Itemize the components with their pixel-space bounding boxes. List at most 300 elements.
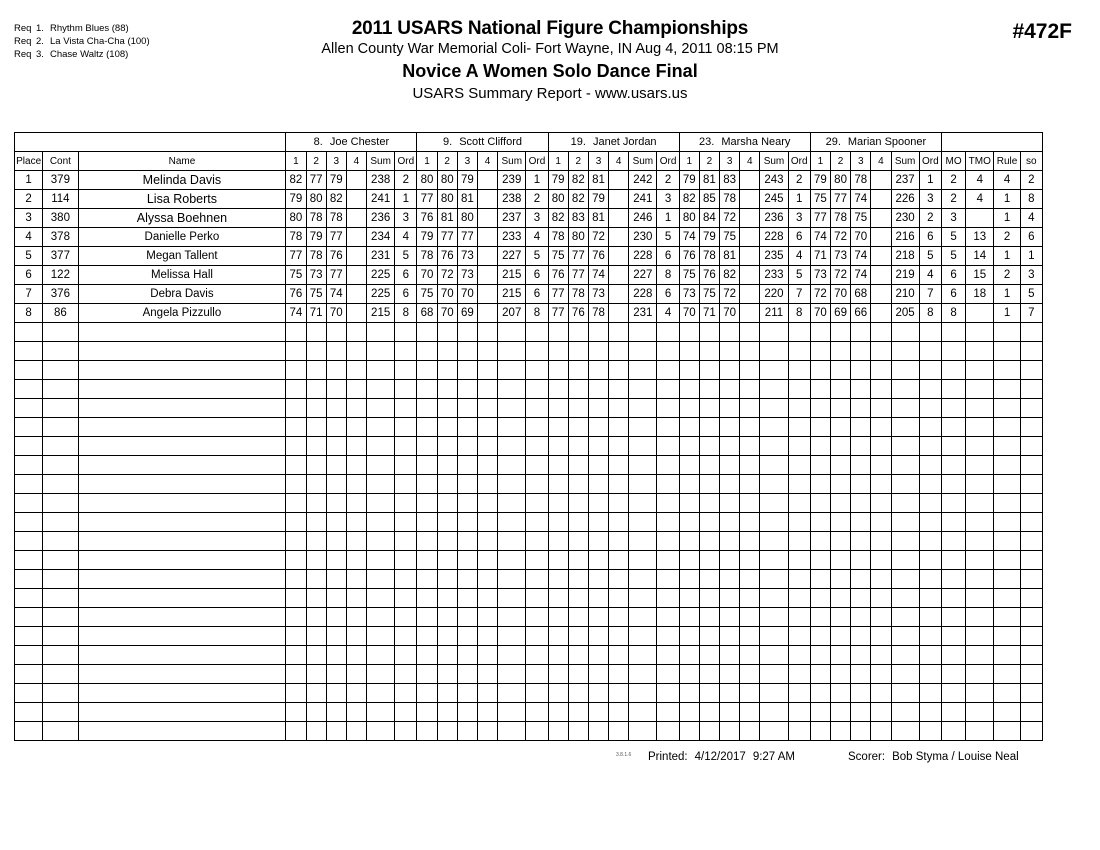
col-header-j2-ord: Ord xyxy=(657,152,679,171)
cell-score-j3-2: 78 xyxy=(699,247,719,266)
cell-empty xyxy=(994,684,1020,703)
col-header-j1-4: 4 xyxy=(477,152,497,171)
cell-empty xyxy=(760,323,788,342)
cell-sum-j3: 236 xyxy=(760,209,788,228)
cell-empty xyxy=(457,684,477,703)
cell-empty xyxy=(457,646,477,665)
printed-stamp xyxy=(648,751,795,763)
table-row[interactable] xyxy=(15,475,1043,494)
cell-empty xyxy=(286,456,306,475)
cell-empty xyxy=(871,437,891,456)
cell-empty xyxy=(548,627,568,646)
cell-empty xyxy=(699,665,719,684)
cell-empty xyxy=(609,418,629,437)
cell-empty xyxy=(720,418,740,437)
cell-empty xyxy=(15,722,43,741)
cell-empty xyxy=(699,684,719,703)
cell-empty xyxy=(919,437,941,456)
cell-contestant: 122 xyxy=(43,266,78,285)
table-row[interactable] xyxy=(15,228,1043,247)
judge-header-1 xyxy=(417,133,548,152)
cell-empty xyxy=(679,665,699,684)
cell-empty xyxy=(395,627,417,646)
cell-empty xyxy=(306,684,326,703)
cell-empty xyxy=(720,456,740,475)
cell-empty xyxy=(43,608,78,627)
cell-empty xyxy=(760,342,788,361)
cell-empty xyxy=(367,323,395,342)
cell-empty xyxy=(395,646,417,665)
cell-empty xyxy=(679,684,699,703)
cell-empty xyxy=(679,703,699,722)
cell-score-j4-2: 77 xyxy=(830,190,850,209)
cell-empty xyxy=(367,703,395,722)
cell-empty xyxy=(919,323,941,342)
cell-score-j3-2: 79 xyxy=(699,228,719,247)
cell-empty xyxy=(306,570,326,589)
cell-score-j1-3: 73 xyxy=(457,266,477,285)
cell-empty xyxy=(657,551,679,570)
table-row[interactable] xyxy=(15,342,1043,361)
cell-empty xyxy=(367,342,395,361)
cell-empty xyxy=(548,646,568,665)
event-title: Novice A Women Solo Dance Final xyxy=(402,61,698,81)
cell-empty xyxy=(477,437,497,456)
cell-sum-j2: 242 xyxy=(629,171,657,190)
printed-date: 4/12/2017 xyxy=(694,751,746,763)
cell-contestant: 114 xyxy=(43,190,78,209)
table-row[interactable] xyxy=(15,570,1043,589)
cell-empty xyxy=(526,532,548,551)
cell-score-j3-4 xyxy=(740,209,760,228)
cell-empty xyxy=(326,589,346,608)
cell-empty xyxy=(588,627,608,646)
table-row[interactable] xyxy=(15,494,1043,513)
col-header-j0-1: 1 xyxy=(286,152,306,171)
cell-score-j2-1: 78 xyxy=(548,228,568,247)
cell-empty xyxy=(699,437,719,456)
col-header-tmo: TMO xyxy=(966,152,994,171)
cell-empty xyxy=(477,703,497,722)
cell-empty xyxy=(966,342,994,361)
cell-empty xyxy=(679,494,699,513)
table-row[interactable] xyxy=(15,703,1043,722)
cell-score-j0-2: 77 xyxy=(306,171,326,190)
table-row[interactable] xyxy=(15,399,1043,418)
cell-empty xyxy=(1020,513,1042,532)
cell-empty xyxy=(740,437,760,456)
cell-place: 5 xyxy=(15,247,43,266)
cell-contestant: 379 xyxy=(43,171,78,190)
cell-empty xyxy=(629,342,657,361)
table-row[interactable] xyxy=(15,665,1043,684)
cell-empty xyxy=(609,532,629,551)
cell-score-j4-4 xyxy=(871,190,891,209)
cell-ord-j1: 4 xyxy=(526,228,548,247)
cell-empty xyxy=(740,722,760,741)
cell-empty xyxy=(367,665,395,684)
cell-score-j2-3: 76 xyxy=(588,247,608,266)
cell-ord-j2: 6 xyxy=(657,285,679,304)
cell-empty xyxy=(306,589,326,608)
table-row[interactable] xyxy=(15,247,1043,266)
cell-empty xyxy=(306,418,326,437)
cell-sum-j4: 216 xyxy=(891,228,919,247)
cell-empty xyxy=(740,513,760,532)
cell-empty xyxy=(43,494,78,513)
table-row[interactable] xyxy=(15,513,1043,532)
cell-empty xyxy=(1020,551,1042,570)
cell-empty xyxy=(498,456,526,475)
cell-score-j3-2: 76 xyxy=(699,266,719,285)
cell-empty xyxy=(326,342,346,361)
cell-sum-j1: 215 xyxy=(498,266,526,285)
cell-empty xyxy=(417,380,437,399)
cell-empty xyxy=(477,323,497,342)
cell-empty xyxy=(498,703,526,722)
cell-ord-j4: 6 xyxy=(919,228,941,247)
cell-empty xyxy=(548,703,568,722)
cell-ord-j3: 8 xyxy=(788,304,810,323)
cell-empty xyxy=(994,627,1020,646)
cell-mo: 3 xyxy=(941,209,965,228)
band-spacer xyxy=(15,133,286,152)
cell-empty xyxy=(286,570,306,589)
cell-empty xyxy=(346,703,366,722)
cell-empty xyxy=(941,722,965,741)
cell-empty xyxy=(851,532,871,551)
cell-empty xyxy=(498,513,526,532)
cell-empty xyxy=(326,456,346,475)
cell-score-j4-2: 78 xyxy=(830,209,850,228)
table-row[interactable] xyxy=(15,532,1043,551)
cell-empty xyxy=(548,589,568,608)
cell-empty xyxy=(720,475,740,494)
cell-empty xyxy=(477,551,497,570)
cell-sum-j1: 238 xyxy=(498,190,526,209)
cell-empty xyxy=(851,627,871,646)
cell-place: 6 xyxy=(15,266,43,285)
table-row[interactable] xyxy=(15,361,1043,380)
cell-empty xyxy=(657,494,679,513)
cell-empty xyxy=(286,646,306,665)
cell-empty xyxy=(941,570,965,589)
cell-empty xyxy=(1020,399,1042,418)
cell-empty xyxy=(588,551,608,570)
cell-empty xyxy=(740,323,760,342)
cell-empty xyxy=(437,665,457,684)
cell-empty xyxy=(286,608,306,627)
cell-empty xyxy=(1020,437,1042,456)
cell-empty xyxy=(437,323,457,342)
cell-score-j0-3: 77 xyxy=(326,228,346,247)
cell-empty xyxy=(891,323,919,342)
cell-empty xyxy=(851,494,871,513)
cell-empty xyxy=(871,665,891,684)
cell-empty xyxy=(720,532,740,551)
cell-empty xyxy=(810,627,830,646)
cell-empty xyxy=(994,475,1020,494)
cell-empty xyxy=(457,323,477,342)
cell-empty xyxy=(788,475,810,494)
cell-empty xyxy=(810,532,830,551)
cell-empty xyxy=(871,646,891,665)
cell-empty xyxy=(609,323,629,342)
cell-empty xyxy=(43,722,78,741)
table-row[interactable] xyxy=(15,323,1043,342)
cell-empty xyxy=(417,342,437,361)
cell-empty xyxy=(699,494,719,513)
cell-empty xyxy=(919,532,941,551)
cell-empty xyxy=(830,532,850,551)
cell-empty xyxy=(891,627,919,646)
table-row[interactable] xyxy=(15,627,1043,646)
col-header-place: Place xyxy=(15,152,43,171)
cell-empty xyxy=(306,551,326,570)
col-header-j2-3: 3 xyxy=(588,152,608,171)
table-row[interactable] xyxy=(15,190,1043,209)
cell-so: 8 xyxy=(1020,190,1042,209)
cell-score-j4-3: 75 xyxy=(851,209,871,228)
cell-empty xyxy=(526,361,548,380)
cell-empty xyxy=(78,361,286,380)
cell-ord-j3: 4 xyxy=(788,247,810,266)
cell-empty xyxy=(941,323,965,342)
table-row[interactable] xyxy=(15,456,1043,475)
cell-empty xyxy=(286,494,306,513)
cell-empty xyxy=(629,437,657,456)
cell-empty xyxy=(457,456,477,475)
cell-score-j4-3: 66 xyxy=(851,304,871,323)
table-row[interactable] xyxy=(15,209,1043,228)
cell-empty xyxy=(966,722,994,741)
cell-skater-name: Alyssa Boehnen xyxy=(78,209,286,228)
cell-empty xyxy=(699,722,719,741)
scorer-names: Bob Styma / Louise Neal xyxy=(892,751,1019,763)
cell-empty xyxy=(78,513,286,532)
table-row[interactable] xyxy=(15,722,1043,741)
col-header-mo: MO xyxy=(941,152,965,171)
cell-score-j2-2: 77 xyxy=(568,266,588,285)
cell-score-j3-2: 81 xyxy=(699,171,719,190)
cell-empty xyxy=(966,456,994,475)
cell-empty xyxy=(740,627,760,646)
cell-empty xyxy=(588,418,608,437)
cell-ord-j3: 7 xyxy=(788,285,810,304)
cell-empty xyxy=(941,437,965,456)
cell-empty xyxy=(720,494,740,513)
col-header-j1-1: 1 xyxy=(417,152,437,171)
cell-empty xyxy=(830,665,850,684)
cell-empty xyxy=(830,703,850,722)
cell-ord-j2: 5 xyxy=(657,228,679,247)
cell-empty xyxy=(477,627,497,646)
cell-empty xyxy=(15,703,43,722)
cell-empty xyxy=(699,589,719,608)
cell-empty xyxy=(657,399,679,418)
cell-empty xyxy=(871,513,891,532)
cell-empty xyxy=(43,570,78,589)
cell-sum-j1: 239 xyxy=(498,171,526,190)
cell-sum-j1: 207 xyxy=(498,304,526,323)
cell-score-j3-3: 72 xyxy=(720,285,740,304)
cell-score-j2-2: 78 xyxy=(568,285,588,304)
cell-empty xyxy=(78,646,286,665)
cell-empty xyxy=(477,475,497,494)
requirement-index: 1. xyxy=(36,23,44,34)
cell-empty xyxy=(851,456,871,475)
table-row[interactable] xyxy=(15,551,1043,570)
cell-empty xyxy=(15,380,43,399)
cell-empty xyxy=(395,703,417,722)
cell-empty xyxy=(788,437,810,456)
col-header-j1-ord: Ord xyxy=(526,152,548,171)
table-row[interactable] xyxy=(15,437,1043,456)
cell-empty xyxy=(306,627,326,646)
cell-empty xyxy=(871,551,891,570)
table-row[interactable] xyxy=(15,380,1043,399)
cell-mo: 6 xyxy=(941,266,965,285)
cell-empty xyxy=(326,627,346,646)
cell-empty xyxy=(306,513,326,532)
cell-empty xyxy=(526,684,548,703)
cell-empty xyxy=(994,456,1020,475)
table-row[interactable] xyxy=(15,171,1043,190)
table-row[interactable] xyxy=(15,684,1043,703)
table-row[interactable] xyxy=(15,646,1043,665)
cell-empty xyxy=(457,475,477,494)
cell-empty xyxy=(498,494,526,513)
cell-empty xyxy=(417,475,437,494)
cell-empty xyxy=(326,380,346,399)
judge-header-0 xyxy=(286,133,417,152)
cell-empty xyxy=(526,608,548,627)
cell-score-j4-4 xyxy=(871,209,891,228)
cell-score-j3-1: 75 xyxy=(679,266,699,285)
cell-score-j2-4 xyxy=(609,304,629,323)
cell-empty xyxy=(699,323,719,342)
cell-empty xyxy=(395,494,417,513)
cell-empty xyxy=(810,665,830,684)
cell-empty xyxy=(588,399,608,418)
cell-score-j0-4 xyxy=(346,266,366,285)
cell-empty xyxy=(1020,722,1042,741)
cell-empty xyxy=(720,665,740,684)
cell-empty xyxy=(526,437,548,456)
cell-empty xyxy=(629,399,657,418)
cell-empty xyxy=(367,494,395,513)
table-row[interactable] xyxy=(15,589,1043,608)
table-row[interactable] xyxy=(15,304,1043,323)
cell-empty xyxy=(588,608,608,627)
cell-empty xyxy=(526,570,548,589)
cell-empty xyxy=(851,380,871,399)
cell-empty xyxy=(871,608,891,627)
cell-empty xyxy=(740,665,760,684)
cell-empty xyxy=(395,380,417,399)
cell-skater-name: Megan Tallent xyxy=(78,247,286,266)
cell-empty xyxy=(810,494,830,513)
cell-empty xyxy=(437,703,457,722)
cell-empty xyxy=(457,665,477,684)
cell-empty xyxy=(941,399,965,418)
cell-empty xyxy=(326,418,346,437)
cell-score-j4-3: 78 xyxy=(851,171,871,190)
cell-empty xyxy=(417,703,437,722)
cell-empty xyxy=(629,570,657,589)
cell-empty xyxy=(477,380,497,399)
cell-empty xyxy=(629,722,657,741)
table-row[interactable] xyxy=(15,418,1043,437)
cell-rule: 2 xyxy=(994,266,1020,285)
cell-empty xyxy=(498,646,526,665)
cell-empty xyxy=(679,608,699,627)
cell-empty xyxy=(851,646,871,665)
band-spacer-tail xyxy=(941,133,1042,152)
table-row[interactable] xyxy=(15,285,1043,304)
cell-empty xyxy=(994,665,1020,684)
cell-empty xyxy=(526,323,548,342)
cell-empty xyxy=(788,570,810,589)
cell-empty xyxy=(679,532,699,551)
cell-ord-j2: 2 xyxy=(657,171,679,190)
column-header-row xyxy=(15,152,1043,171)
col-header-j0-2: 2 xyxy=(306,152,326,171)
cell-empty xyxy=(919,722,941,741)
cell-empty xyxy=(810,456,830,475)
cell-empty xyxy=(609,380,629,399)
cell-empty xyxy=(891,437,919,456)
table-row[interactable] xyxy=(15,608,1043,627)
cell-score-j1-2: 72 xyxy=(437,266,457,285)
cell-empty xyxy=(740,475,760,494)
table-row[interactable] xyxy=(15,266,1043,285)
cell-empty xyxy=(679,456,699,475)
cell-score-j0-1: 76 xyxy=(286,285,306,304)
cell-score-j1-4 xyxy=(477,285,497,304)
cell-empty xyxy=(788,646,810,665)
cell-empty xyxy=(679,361,699,380)
cell-empty xyxy=(367,475,395,494)
cell-empty xyxy=(788,380,810,399)
cell-empty xyxy=(851,361,871,380)
judge-number: 8. xyxy=(313,135,323,148)
cell-contestant: 380 xyxy=(43,209,78,228)
cell-empty xyxy=(788,703,810,722)
cell-empty xyxy=(346,665,366,684)
cell-empty xyxy=(498,437,526,456)
cell-sum-j0: 215 xyxy=(367,304,395,323)
col-header-j0-ord: Ord xyxy=(395,152,417,171)
page-title: 2011 USARS National Figure Championships xyxy=(351,18,749,39)
cell-empty xyxy=(810,418,830,437)
cell-score-j2-1: 80 xyxy=(548,190,568,209)
cell-empty xyxy=(548,570,568,589)
cell-empty xyxy=(810,703,830,722)
cell-score-j1-2: 76 xyxy=(437,247,457,266)
cell-score-j4-1: 71 xyxy=(810,247,830,266)
cell-empty xyxy=(43,456,78,475)
cell-empty xyxy=(994,342,1020,361)
cell-empty xyxy=(657,380,679,399)
col-header-j2-4: 4 xyxy=(609,152,629,171)
entry-number: #472F xyxy=(1012,20,1072,43)
cell-empty xyxy=(326,722,346,741)
cell-empty xyxy=(740,551,760,570)
col-header-j3-2: 2 xyxy=(699,152,719,171)
cell-empty xyxy=(760,494,788,513)
cell-score-j0-2: 78 xyxy=(306,247,326,266)
